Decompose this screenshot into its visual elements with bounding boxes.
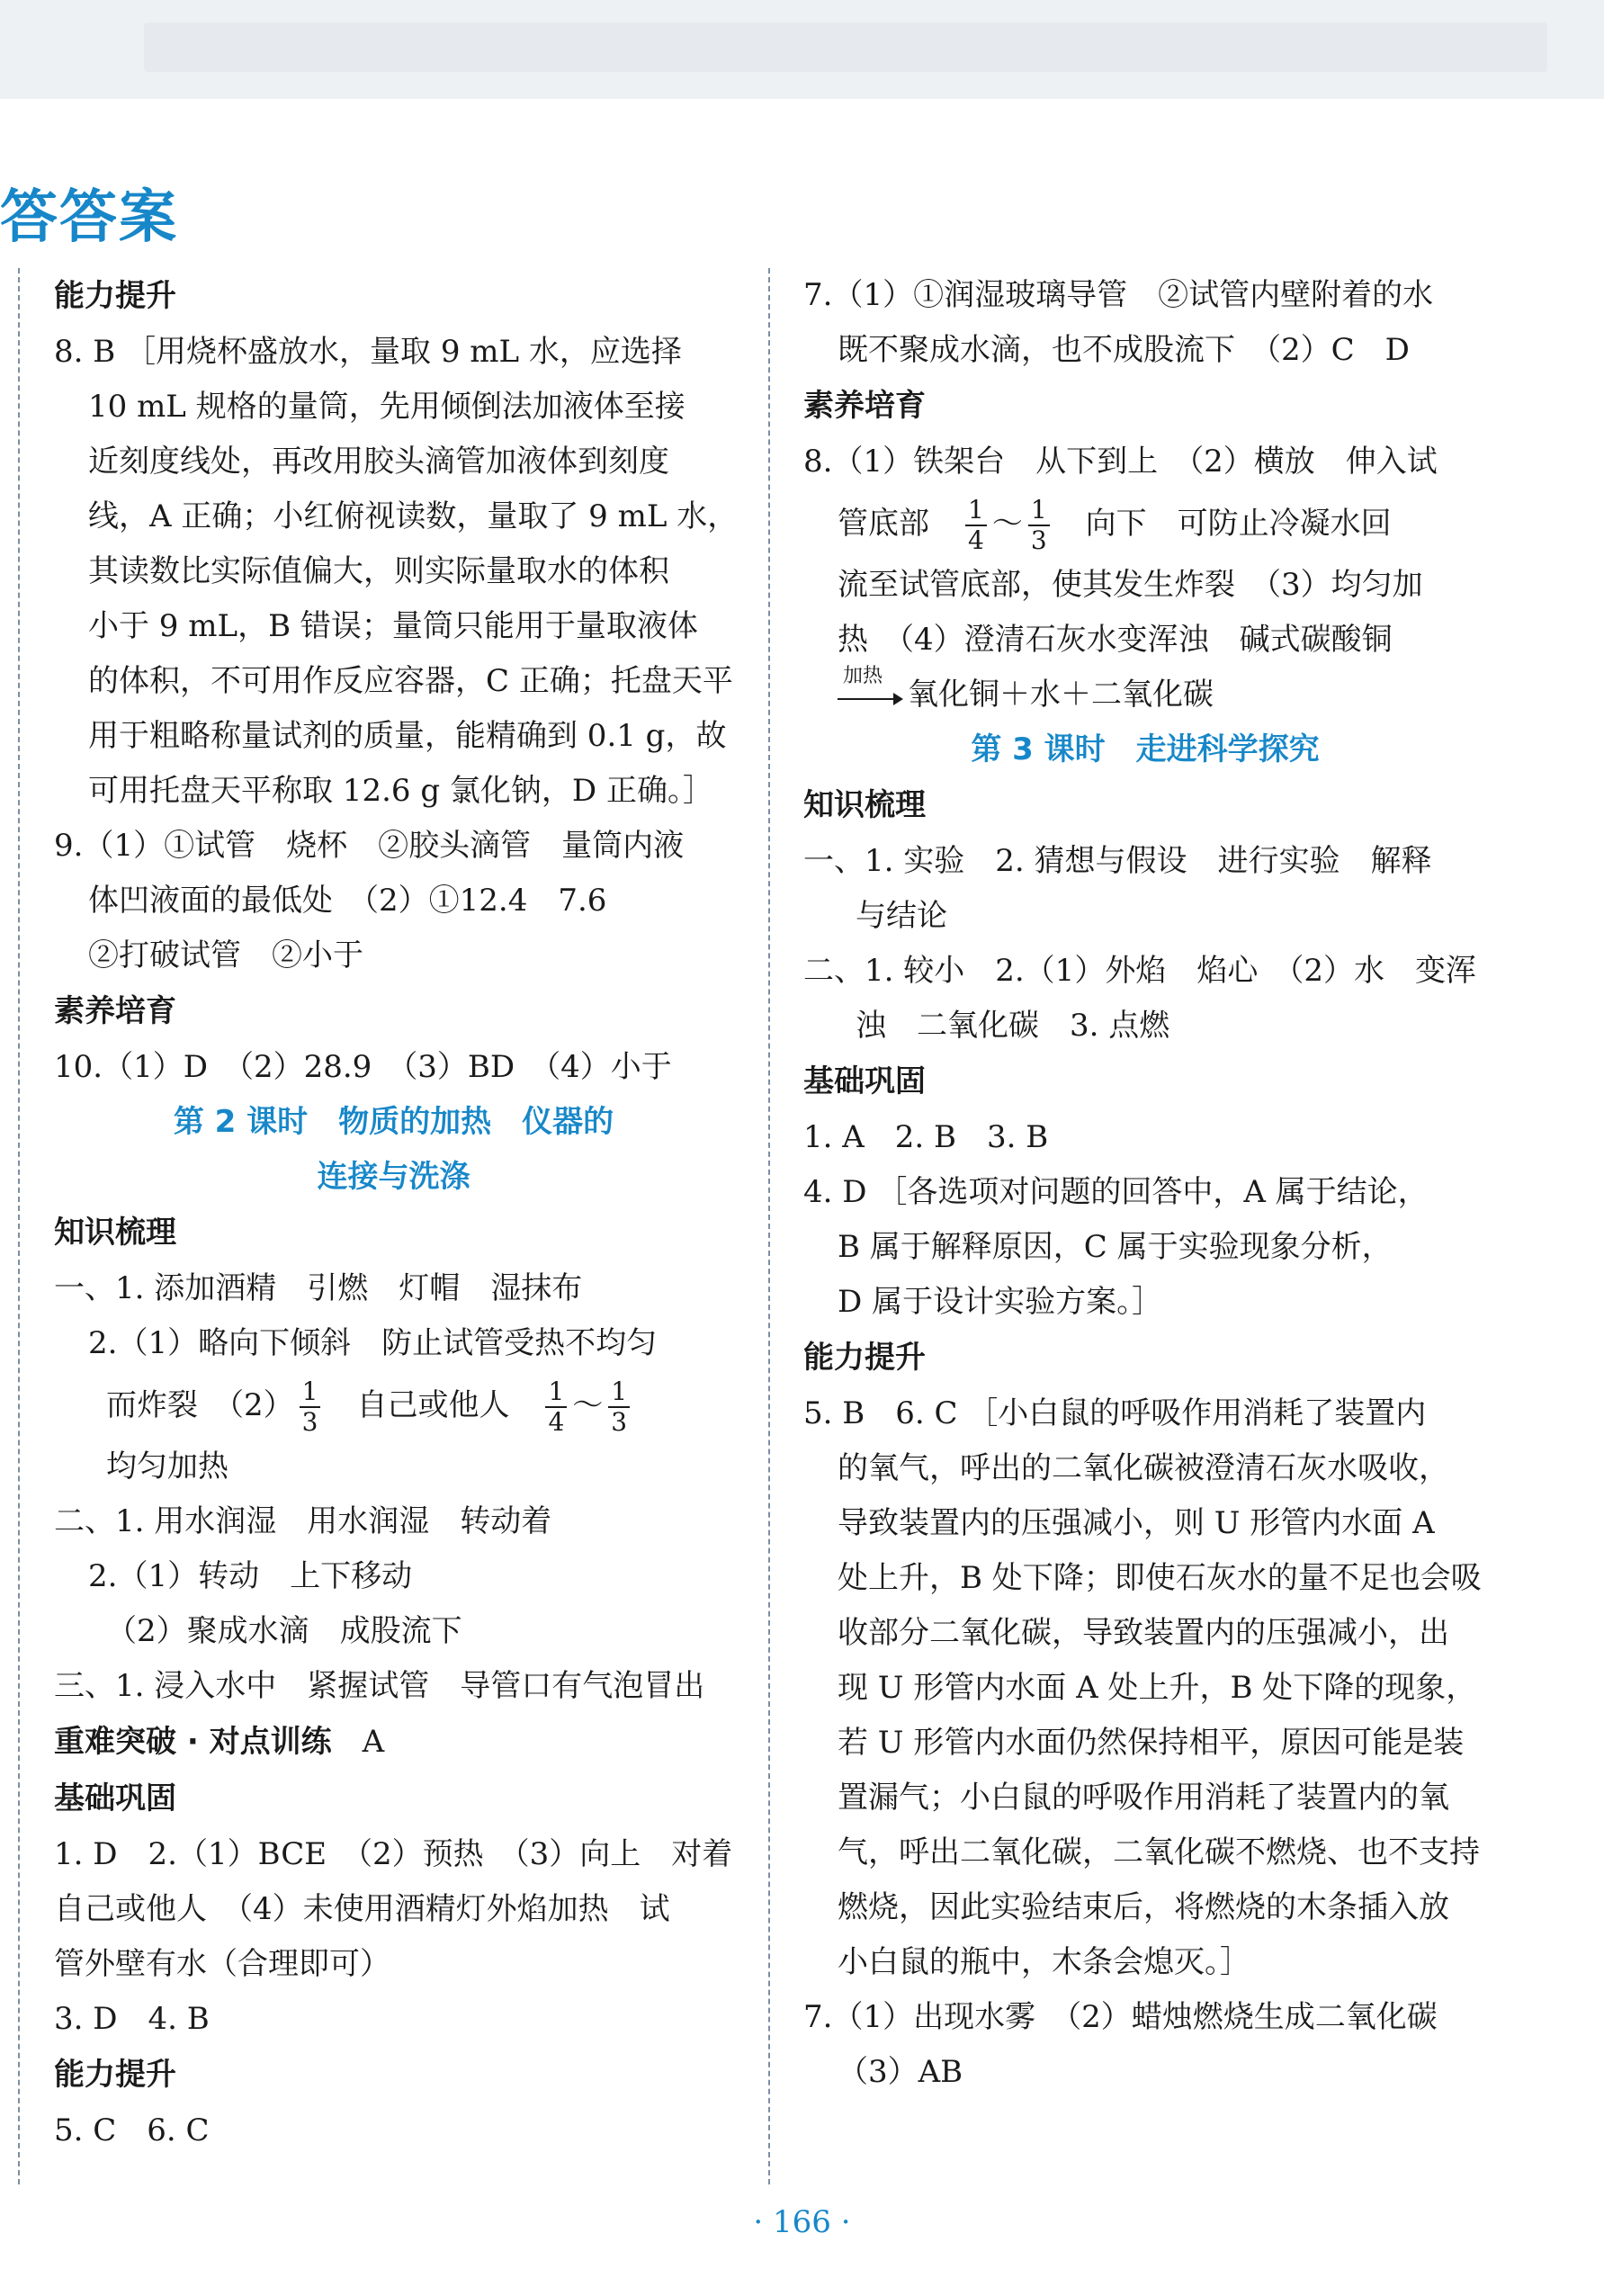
answer-line: 置漏气；小白鼠的呼吸作用消耗了装置内的氧	[838, 1780, 1449, 1816]
answer-line: 热 （4）澄清石灰水变浑浊 碱式碳酸铜	[838, 622, 1393, 658]
fraction	[1028, 496, 1050, 555]
answer-line: 7.（1）出现水雾 （2）蜡烛燃烧生成二氧化碳	[803, 1999, 1438, 2035]
answer-line: 均匀加热	[106, 1448, 229, 1484]
numerator: 1	[1028, 496, 1050, 526]
answer-line: （2）聚成水滴 成股流下	[106, 1613, 462, 1649]
tilde: ～	[991, 506, 1023, 542]
answer-line: 1. A 2. B 3. B	[803, 1119, 1049, 1155]
page-title: 答答案	[0, 184, 178, 251]
right-column	[803, 268, 1487, 2100]
answer-line: 的体积，不可用作反应容器，C 正确；托盘天平	[88, 663, 733, 699]
numerator: 1	[965, 496, 987, 526]
fraction	[300, 1377, 321, 1437]
answer-line: 8.（1）铁架台 从下到上 （2）横放 伸入试	[803, 444, 1438, 480]
answer-line: 2.（1）略向下倾斜 防止试管受热不均匀	[88, 1325, 658, 1361]
answer-line: 可用托盘天平称取 12.6 g 氯化钠，D 正确。］	[88, 773, 713, 809]
answer-line: 若 U 形管内水面仍然保持相平，原因可能是装	[838, 1725, 1465, 1761]
denominator: 3	[611, 1407, 628, 1437]
answer-line: 用于粗略称量试剂的质量，能精确到 0.1 g，故	[88, 718, 727, 754]
arrow-label: 加热	[843, 665, 883, 687]
fraction	[608, 1377, 630, 1437]
answer-line: 4. D ［各选项对问题的回答中，A 属于结论，	[803, 1174, 1429, 1210]
section-heading: 知识梳理	[54, 1215, 176, 1251]
lesson-title: 第 3 课时 走进科学探究	[971, 731, 1320, 767]
answer-line: 其读数比实际值偏大，则实际量取水的体积	[88, 553, 669, 589]
text: 管底部	[838, 506, 960, 542]
answer-line: 燃烧，因此实验结束后，将燃烧的木条插入放	[838, 1889, 1449, 1925]
answer-line: 的氧气，呼出的二氧化碳被澄清石灰水吸收，	[838, 1450, 1449, 1486]
section-answer: A	[362, 1724, 385, 1760]
denominator: 3	[1030, 525, 1047, 555]
section-heading: 基础巩固	[803, 1063, 926, 1099]
text: 氧化铜＋水＋二氧化碳	[908, 677, 1214, 713]
answer-line: 二、1. 用水润湿 用水润湿 转动着	[54, 1503, 552, 1539]
answer-line: 流至试管底部，使其发生炸裂 （3）均匀加	[838, 567, 1423, 603]
answer-line: 近刻度线处，再改用胶头滴管加液体到刻度	[88, 444, 669, 480]
answer-line: 10 mL 规格的量筒，先用倾倒法加液体至接	[88, 389, 686, 425]
top-band-inner	[144, 22, 1547, 72]
top-band	[0, 0, 1604, 99]
answer-line: 小于 9 mL，B 错误；量筒只能用于量取液体	[88, 608, 698, 644]
answer-line: 3. D 4. B	[54, 2001, 210, 2037]
answer-line: 管外壁有水（合理即可）	[54, 1946, 390, 1982]
denominator: 4	[968, 525, 984, 555]
numerator: 1	[608, 1377, 630, 1408]
answer-line: 小白鼠的瓶中，木条会熄灭。］	[838, 1944, 1250, 1980]
text: 而炸裂 （2）	[106, 1387, 294, 1423]
lesson-title: 第 2 课时 物质的加热 仪器的	[173, 1104, 614, 1140]
answer-line: 导致装置内的压强减小，则 U 形管内水面 A	[838, 1505, 1435, 1541]
answer-line	[803, 665, 1487, 722]
denominator: 4	[548, 1407, 565, 1437]
text: 向下 可防止冷凝水回	[1054, 506, 1392, 542]
answer-line: 7.（1）①润湿玻璃导管 ②试管内壁附着的水	[803, 277, 1434, 313]
denominator: 3	[301, 1407, 318, 1437]
answer-line: 处上升，B 处下降；即使石灰水的量不足也会吸	[838, 1560, 1482, 1596]
column-divider	[768, 268, 770, 2184]
answer-line: 与结论	[856, 898, 947, 934]
section-heading: 能力提升	[54, 278, 176, 314]
numerator: 1	[545, 1377, 567, 1408]
section-heading: 素养培育	[803, 388, 926, 424]
answer-line: 线，A 正确；小红俯视读数，量取了 9 mL 水，	[88, 498, 739, 534]
answer-line-with-fractions	[803, 489, 1487, 558]
answer-line: 浊 二氧化碳 3. 点燃	[856, 1008, 1170, 1044]
answer-line: 一、1. 添加酒精 引燃 灯帽 湿抹布	[54, 1270, 583, 1306]
section-label: 重难突破 · 对点训练	[54, 1724, 332, 1760]
fraction	[545, 1377, 567, 1437]
answer-line: 体凹液面的最低处 （2）①12.4 7.6	[88, 883, 607, 919]
numerator: 1	[300, 1377, 321, 1408]
lesson-title: 连接与洗涤	[317, 1159, 470, 1195]
left-column	[54, 268, 739, 2158]
answer-line: 二、1. 较小 2.（1）外焰 焰心 （2）水 变浑	[803, 953, 1476, 989]
answer-line: （3）AB	[838, 2054, 963, 2090]
answer-line: 5. C 6. C	[54, 2112, 210, 2148]
answer-line: 一、1. 实验 2. 猜想与假设 进行实验 解释	[803, 843, 1432, 879]
answer-line: B 属于解释原因，C 属于实验现象分析，	[838, 1229, 1393, 1265]
left-divider	[18, 268, 20, 2184]
answer-line: 收部分二氧化碳，导致装置内的压强减小，出	[838, 1615, 1449, 1651]
answer-line: 自己或他人 （4）未使用酒精灯外焰加热 试	[54, 1891, 670, 1927]
answer-line: D 属于设计实验方案。］	[838, 1284, 1163, 1320]
answer-line: 三、1. 浸入水中 紧握试管 导管口有气泡冒出	[54, 1668, 705, 1704]
answer-line: 1. D 2.（1）BCE （2）预热 （3）向上 对着	[54, 1836, 733, 1872]
answer-line: ②打破试管 ②小于	[88, 937, 363, 973]
tilde: ～	[572, 1387, 604, 1423]
section-heading: 知识梳理	[803, 787, 926, 823]
fraction	[965, 496, 987, 555]
answer-line: 2.（1）转动 上下移动	[88, 1558, 413, 1594]
answer-line: 5. B 6. C ［小白鼠的呼吸作用消耗了装置内	[803, 1395, 1427, 1431]
section-heading: 素养培育	[54, 993, 176, 1029]
text: 自己或他人	[326, 1387, 541, 1423]
answer-line: 8. B ［用烧杯盛放水，量取 9 mL 水，应选择	[54, 334, 682, 370]
section-heading: 基础巩固	[54, 1780, 176, 1816]
section-heading	[54, 1714, 733, 1771]
section-heading: 能力提升	[54, 2057, 176, 2093]
answer-line: 10.（1）D （2）28.9 （3）BD （4）小于	[54, 1049, 672, 1085]
answer-line: 9.（1）①试管 烧杯 ②胶头滴管 量筒内液	[54, 828, 685, 864]
answer-line: 既不聚成水滴，也不成股流下 （2）C D	[838, 332, 1410, 368]
answer-line: 现 U 形管内水面 A 处上升，B 处下降的现象，	[838, 1670, 1477, 1706]
answer-line: 气，呼出二氧化碳，二氧化碳不燃烧、也不支持	[838, 1834, 1480, 1870]
heating-arrow-icon	[838, 665, 904, 714]
answer-line-with-fractions	[54, 1371, 733, 1439]
section-heading: 能力提升	[803, 1340, 926, 1376]
page-number: · 166 ·	[753, 2204, 851, 2240]
